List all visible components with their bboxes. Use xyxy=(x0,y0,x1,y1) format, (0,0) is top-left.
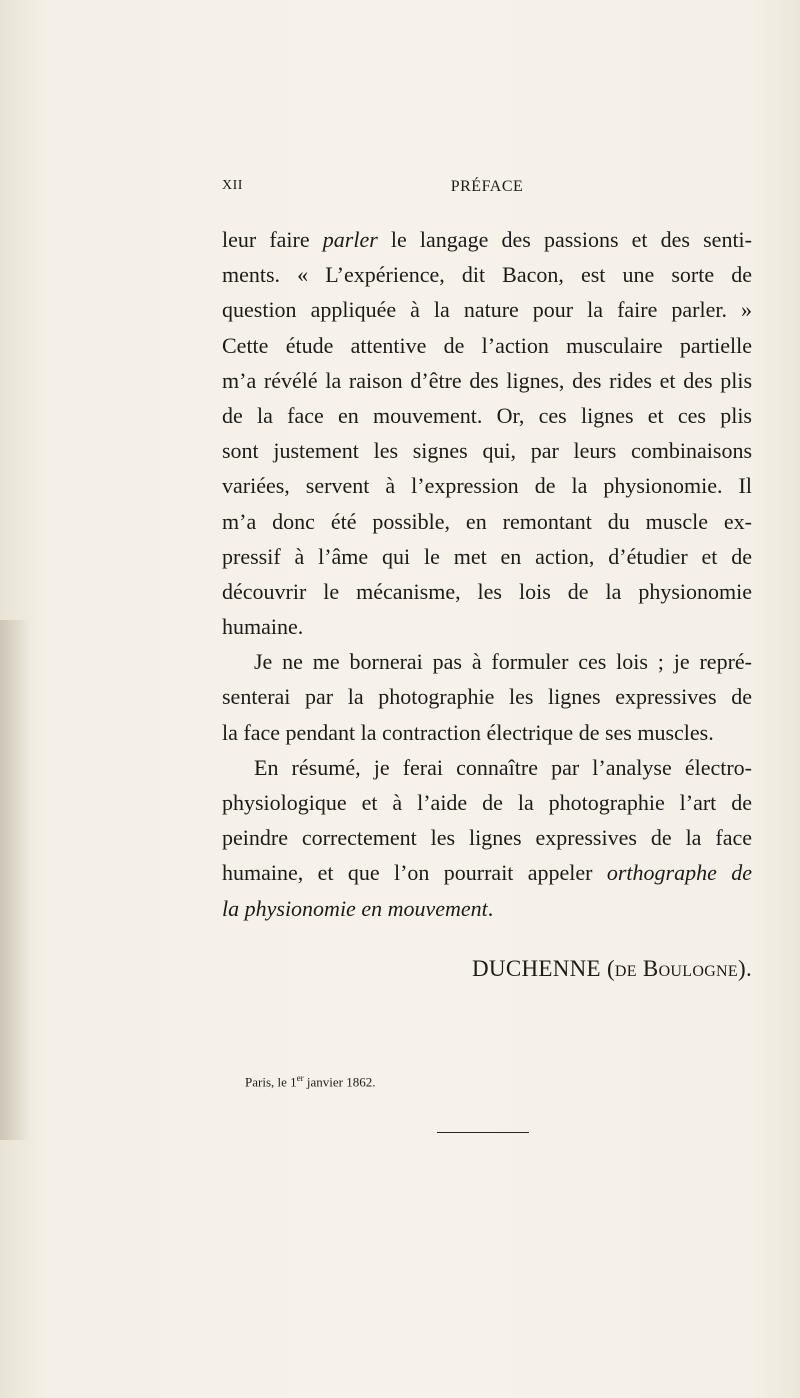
text-line: En résumé, je ferai connaître par l’analyse électro- xyxy=(254,754,752,780)
text-line: m’a donc été possible, en remontant du muscle ex- xyxy=(222,508,752,534)
signature-name: DUCHENNE xyxy=(472,956,601,981)
signature xyxy=(222,956,752,982)
dateline: Paris, le 1er janvier 1862. xyxy=(245,1073,376,1090)
text-line: humaine, et que l’on pourrait appeler orthographe de xyxy=(222,860,752,886)
running-head xyxy=(222,178,752,202)
text-line: leur faire parler le langage des passions et des senti- xyxy=(222,227,752,252)
text-line: la physionomie en mouvement. xyxy=(222,895,494,921)
closing-rule xyxy=(437,1132,529,1133)
signature-paren-open: ( xyxy=(606,956,615,981)
text-line: la face pendant la contraction électrique de ses muscles. xyxy=(222,719,714,745)
text-line: découvrir le mécanisme, les lois de la physionomie xyxy=(222,578,752,604)
signature-paren-close: ). xyxy=(737,956,752,981)
text-line: Cette étude attentive de l’action musculaire partielle xyxy=(222,332,752,358)
text-line: de la face en mouvement. Or, ces lignes et ces plis xyxy=(222,402,752,428)
text-line: humaine. xyxy=(222,614,304,640)
text-line: m’a révélé la raison d’être des lignes, des rides et des plis xyxy=(222,367,752,393)
text-line: senterai par la photographie les lignes expressives de xyxy=(222,684,752,710)
text-line: ments. « L’expérience, dit Bacon, est une sorte de xyxy=(222,262,752,288)
text-line: physiologique et à l’aide de la photographie l’art de xyxy=(222,790,752,815)
page-stain xyxy=(0,620,30,1140)
signature-place: Boulogne xyxy=(642,956,738,981)
text-line: variées, servent à l’expression de la physionomie. Il xyxy=(222,473,752,499)
page-number: XII xyxy=(222,178,243,193)
text-line: question appliquée à la nature pour la faire parler. » xyxy=(222,297,752,323)
signature-particle: de xyxy=(614,956,637,981)
running-title: PRÉFACE xyxy=(450,178,524,195)
text-line: Je ne me bornerai pas à formuler ces lois ; je repré- xyxy=(254,649,752,675)
text-line: pressif à l’âme qui le met en action, d’étudier et de xyxy=(222,543,752,569)
text-line: sont justement les signes qui, par leurs combinaisons xyxy=(222,438,752,464)
text-line: peindre correctement les lignes expressives de la face xyxy=(222,825,752,851)
body-text xyxy=(222,222,752,926)
